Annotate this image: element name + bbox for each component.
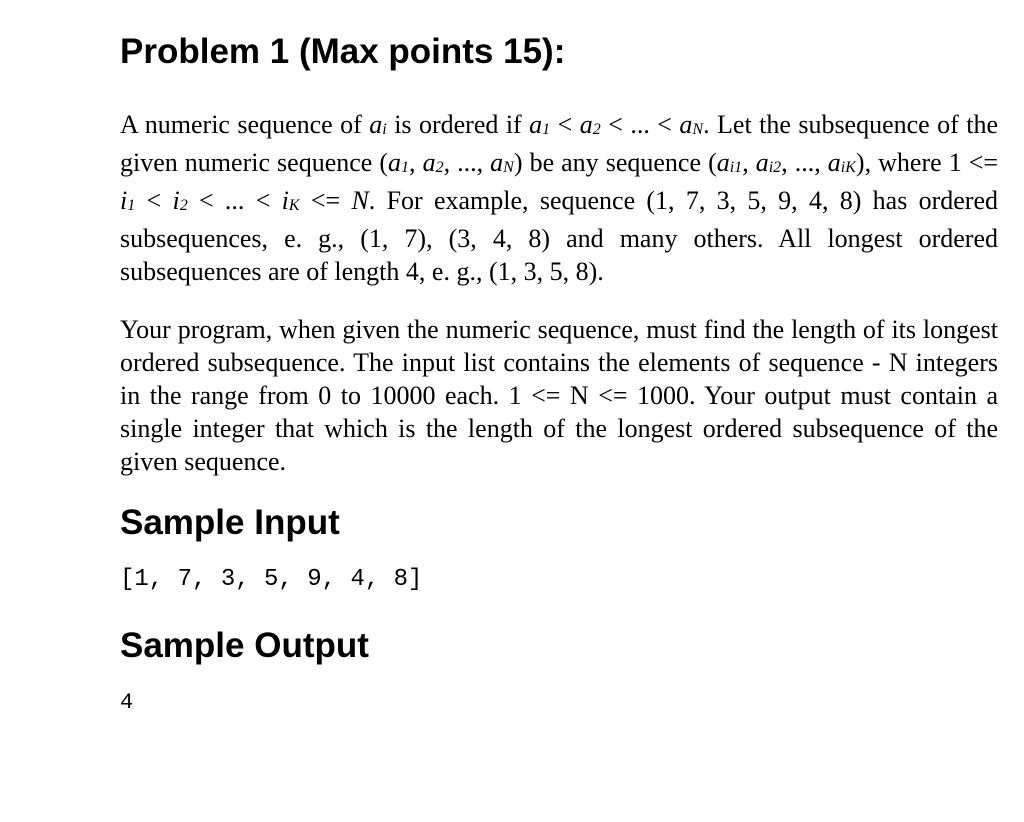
para1-text-6: For example, sequence (1, 7, 3, 5, 9, 4, 8) has ordered subsequences, e. g., (1, 7), (3, 4, 8) and many others. All longest ordered subsequences are of length 4, e. g., (1, 3, 5, 8). (120, 186, 998, 286)
formula-ordered-condition: a1 < a2 < ... < aN. (529, 110, 710, 139)
problem-document (120, 30, 998, 718)
para1-text-1: A numeric sequence of (120, 110, 362, 139)
formula-subsequence: (ai1, ai2, ..., aiK), (708, 148, 872, 177)
formula-sequence: (a1, a2, ..., aN) (379, 148, 523, 177)
sample-output-heading: Sample Output (120, 626, 369, 665)
sample-output-value: 4 (120, 690, 134, 715)
sample-input-value: [1, 7, 3, 5, 9, 4, 8] (120, 566, 423, 593)
para1-text-2: is ordered if (394, 110, 522, 139)
para1-text-3: Let the subsequence of the given numeric sequence (120, 110, 999, 177)
problem-paragraph-task: Your program, when given the numeric sequence, must find the length of its longest ordered subsequence. The input list contains the elements of sequence - N integers in the range from 0 to 10000 each. 1 <= N <= 1000. Your output must contain a single integer that which is the length of the longest ordered subsequence of the given sequence. (120, 315, 998, 476)
para1-text-5: where (878, 148, 942, 177)
formula-index-condition: 1 <= i1 < i2 < ... < iK <= N. (120, 148, 999, 215)
problem-paragraph-definition (120, 108, 998, 288)
problem-title: Problem 1 (Max points 15): (120, 32, 566, 71)
para1-text-4: be any sequence (529, 148, 702, 177)
formula-ai: ai (369, 110, 387, 139)
sample-input-heading: Sample Input (120, 503, 340, 542)
